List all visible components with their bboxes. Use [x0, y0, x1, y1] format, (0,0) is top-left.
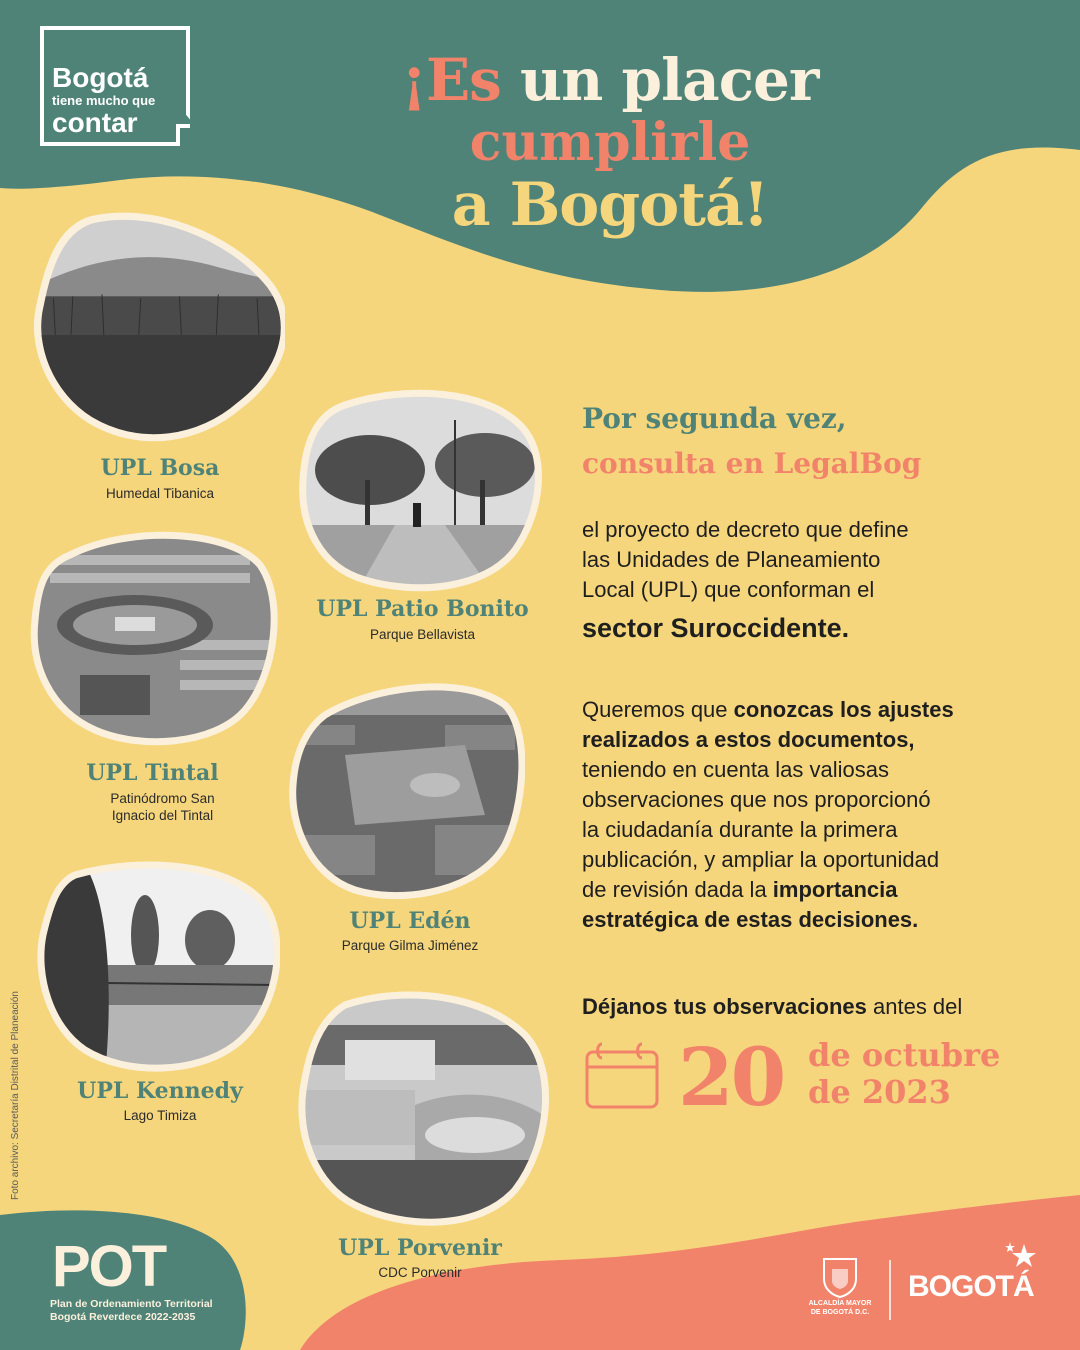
paragraph-1-line-2: las Unidades de Planeamiento [582, 547, 881, 572]
photo-parque-bellavista [295, 385, 545, 595]
paragraph-2-line-7b: importancia [772, 877, 898, 902]
calendar-icon [584, 1040, 662, 1110]
headline-part-1: ¡Es [401, 46, 501, 114]
paragraph-2 [582, 695, 1052, 935]
place-subtitle-patio-bonito: Parque Bellavista [369, 627, 476, 642]
call-to-action-bold: Déjanos tus observaciones [582, 994, 867, 1019]
place-title-kennedy: UPL Kennedy [77, 1078, 243, 1104]
photo-credit: Foto archivo: Secretaría Distrital de Planeación [10, 991, 21, 1200]
alcaldia-label [800, 1299, 880, 1317]
paragraph-1-highlight: sector Suroccidente. [582, 613, 850, 643]
pot-logo: POT [52, 1234, 166, 1299]
logo-line-2: tiene mucho que [52, 93, 156, 108]
place-subtitle-porvenir: CDC Porvenir [378, 1265, 462, 1280]
paragraph-1-line-1: el proyecto de decreto que define [582, 517, 909, 542]
date-day: 20 [678, 1030, 784, 1124]
date-month: de octubre [808, 1036, 1001, 1074]
coat-of-arms-icon [820, 1255, 860, 1299]
place-title-tintal: UPL Tintal [86, 760, 219, 786]
place-subtitle-tintal-line-2: Ignacio del Tintal [111, 808, 214, 823]
paragraph-2-line-6: publicación, y ampliar la oportunidad [582, 847, 940, 872]
place-title-porvenir: UPL Porvenir [338, 1235, 502, 1261]
intro-line-1: Por segunda vez, [582, 402, 847, 435]
paragraph-2-line-1b: conozcas los ajustes [733, 697, 954, 722]
paragraph-2-line-7a: de revisión dada la [582, 877, 773, 902]
pot-subtitle-1: Plan de Ordenamiento Territorial [50, 1298, 213, 1310]
paragraph-2-line-5: la ciudadanía durante la primera [582, 817, 898, 842]
place-subtitle-eden: Parque Gilma Jiménez [341, 938, 479, 953]
place-title-eden: UPL Edén [349, 908, 471, 934]
paragraph-1-line-3: Local (UPL) que conforman el [582, 577, 875, 602]
date-year: de 2023 [808, 1073, 951, 1111]
call-to-action [582, 992, 1052, 1022]
logo-line-1: Bogotá [52, 62, 149, 93]
place-subtitle-bosa: Humedal Tibanica [105, 486, 215, 501]
call-to-action-rest: antes del [866, 994, 963, 1019]
paragraph-2-line-1a: Queremos que [582, 697, 734, 722]
headline-line-3: a Bogotá! [451, 170, 769, 240]
star-icon [1002, 1240, 1042, 1276]
photo-patinodromo-tintal [30, 525, 280, 750]
place-subtitle-kennedy: Lago Timiza [123, 1108, 197, 1123]
photo-cdc-porvenir [295, 985, 555, 1230]
photo-lago-timiza [35, 855, 280, 1075]
paragraph-1 [582, 515, 1052, 605]
pot-subtitle-2: Bogotá Reverdece 2022-2035 [50, 1311, 196, 1323]
paragraph-2-line-4: observaciones que nos proporcionó [582, 787, 931, 812]
logo [52, 64, 155, 137]
headline-line-1 [330, 46, 890, 114]
place-title-patio-bonito: UPL Patio Bonito [316, 596, 529, 622]
paragraph-2-line-2: realizados a estos documentos, [582, 727, 915, 752]
place-title-bosa: UPL Bosa [100, 455, 220, 481]
alcaldia-line-2: DE BOGOTÁ D.C. [810, 1309, 870, 1316]
headline-line-2: cumplirle [469, 112, 751, 173]
logo-line-3: contar [52, 107, 138, 138]
headline-part-2: un placer [520, 46, 819, 114]
photo-parque-gilma-jimenez [285, 675, 525, 905]
photo-humedal-tibanica [30, 205, 285, 450]
bogota-brand-logo: BOGOTÁ [908, 1270, 1034, 1303]
intro-line-2: consulta en LegalBog [582, 447, 922, 480]
alcaldia-line-1: ALCALDÍA MAYOR [808, 1300, 872, 1307]
paragraph-2-line-8: estratégica de estas decisiones. [582, 907, 919, 932]
place-subtitle-tintal-line-1: Patinódromo San [110, 791, 215, 806]
place-subtitle-tintal [50, 790, 275, 824]
paragraph-2-line-3: teniendo en cuenta las valiosas [582, 757, 889, 782]
